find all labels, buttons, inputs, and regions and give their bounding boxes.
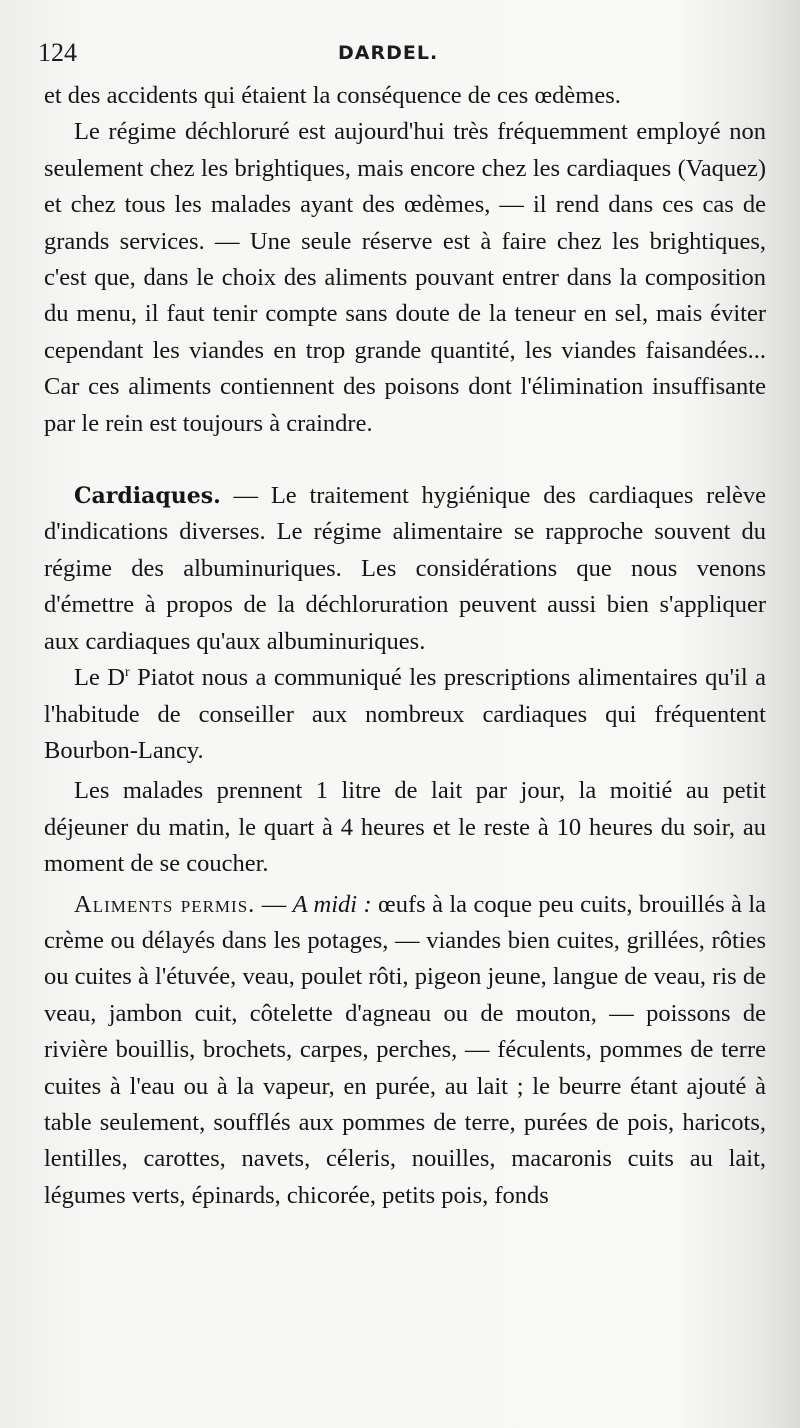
body-text: [44, 78, 766, 1214]
paragraph-cardiaques-body: — Le traitement hygiénique des cardiaques relève d'indications diverses. Le régime alimentaire se rapproche souvent du régime des albuminuriques. Les considérations que nous venons d'émettre à propos de la déchloruration peuvent aussi bien s'appliquer aux cardiaques qu'aux albuminuriques.: [44, 482, 766, 655]
paragraph-continuation: et des accidents qui étaient la conséquence de ces œdèmes.: [44, 82, 621, 109]
page-header: [38, 38, 760, 78]
paragraph-aliments-body: œufs à la coque peu cuits, brouillés à la crème ou délayés dans les potages, — viandes bien cuites, grillées, rôties ou cuites à l'étuvée, veau, poulet rôti, pigeon jeune, langue de veau, ris de veau, jambon cuit, côtelette d'agneau ou de mouton, — poissons de rivière bouillis, brochets, carpes, perches, — féculents, pommes de terre cuites à l'eau ou à la vapeur, en purée, au lait ; le beurre étant ajouté à table seulement, soufflés aux pommes de terre, purées de pois, haricots, lentilles, carottes, navets, céleris, nouilles, macaronis cuits au lait, légumes verts, épinards, chicorée, petits pois, fonds: [44, 890, 767, 1209]
page-number: 124: [38, 38, 77, 67]
paragraph-piatot-start: Le D: [74, 664, 125, 692]
italic-a-midi: A midi :: [292, 890, 372, 918]
section-heading-aliments-permis: Aliments permis.: [74, 890, 256, 918]
superscript-r: r: [125, 665, 130, 681]
paragraph-regime-dechlorure: Le régime déchloruré est aujourd'hui très fréquemment employé non seulement chez les brightiques, mais encore chez les cardiaques (Vaquez) et chez tous les malades ayant des œdèmes, — il rend dans ces cas de grands services. — Une seule réserve est à faire chez les brightiques, c'est que, dans le choix des aliments pouvant entrer dans la composition du menu, il faut tenir compte sans doute de la teneur en sel, mais éviter cependant les viandes en trop grande quantité, les viandes faisandées... Car ces aliments contiennent des poisons dont l'élimination insuffisante par le rein est toujours à craindre.: [44, 118, 766, 437]
section-heading-cardiaques: Cardiaques.: [74, 483, 221, 510]
paragraph-lait: Les malades prennent 1 litre de lait par jour, la moitié au petit déjeuner du matin, le quart à 4 heures et le reste à 10 heures du soir, au moment de se coucher.: [44, 777, 766, 878]
paragraph-aliments-permis: [44, 887, 766, 1215]
dash: —: [255, 890, 293, 918]
paragraph-piatot: [44, 660, 766, 769]
paragraph-piatot-rest: Piatot nous a communiqué les prescriptions alimentaires qu'il a l'habitude de conseiller aux nombreux cardiaques qui fréquentent Bourbon-Lancy.: [44, 664, 766, 764]
running-head: DARDEL.: [338, 42, 439, 64]
paragraph-cardiaques: [44, 478, 766, 660]
